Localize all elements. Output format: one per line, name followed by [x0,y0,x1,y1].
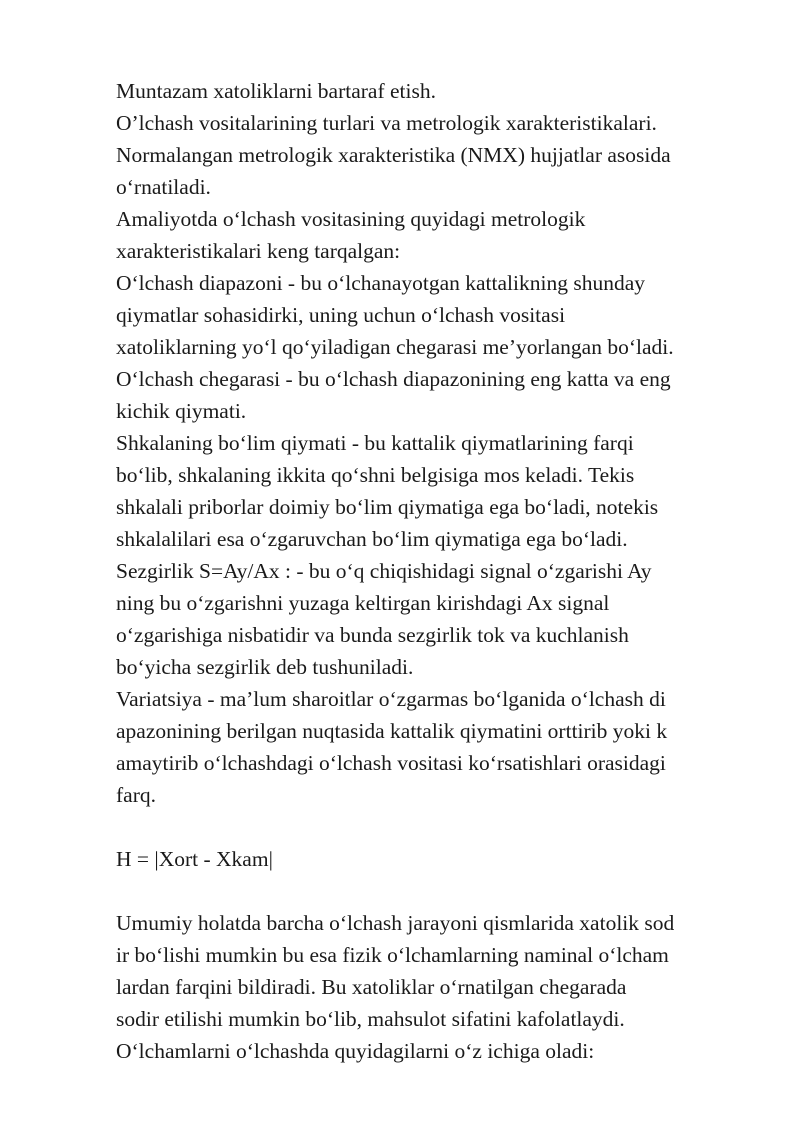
text-line: Variatsiya - ma’lum sharoitlar oʻzgarmas boʻlganida oʻlchash di [116,687,666,711]
text-line: Muntazam xatoliklarni bartaraf etish. [116,79,436,103]
text-line: Umumiy holatda barcha oʻlchash jarayoni qismlarida xatolik sod [116,911,675,935]
text-line: sodir etilishi mumkin boʻlib, mahsulot sifatini kafolatlaydi. [116,1007,625,1031]
text-line: boʻlib, shkalaning ikkita qoʻshni belgisiga mos keladi. Tekis [116,463,635,487]
text-line: farq. [116,783,156,807]
text-line: Oʻlchash chegarasi - bu oʻlchash diapazonining eng katta va eng [116,367,671,391]
text-line: qiymatlar sohasidirki, uning uchun oʻlchash vositasi [116,303,566,327]
formula: H = |Xort - Xkam| [116,847,273,871]
text-line: lardan farqini bildiradi. Bu xatoliklar oʻrnatilgan chegarada [116,975,627,999]
text-line: Shkalaning boʻlim qiymati - bu kattalik qiymatlarining farqi [116,431,634,455]
text-line: oʻrnatiladi. [116,175,211,199]
text-line: oʻzgarishiga nisbatidir va bunda sezgirlik tok va kuchlanish [116,623,629,647]
text-line: boʻyicha sezgirlik deb tushuniladi. [116,655,414,679]
text-line: ir boʻlishi mumkin bu esa fizik oʻlchamlarning naminal oʻlcham [116,943,669,967]
text-line: Sezgirlik S=Ay/Ax : - bu oʻq chiqishidagi signal oʻzgarishi Ay [116,559,652,583]
text-line: xatoliklarning yoʻl qoʻyiladigan chegarasi me’yorlangan boʻladi. [116,335,674,359]
blank-line [116,875,756,907]
text-line: amaytirib oʻlchashdagi oʻlchash vositasi koʻrsatishlari orasidagi [116,751,666,775]
text-line: shkalali priborlar doimiy boʻlim qiymatiga ega boʻladi, notekis [116,495,659,519]
text-line: O’lchash vositalarining turlari va metrologik xarakteristikalari. [116,111,657,135]
text-line: xarakteristikalari keng tarqalgan: [116,239,401,263]
text-line: Oʻlchash diapazoni - bu oʻlchanayotgan kattalikning shunday [116,271,645,295]
text-line: apazonining berilgan nuqtasida kattalik qiymatini orttirib yoki k [116,719,668,743]
document-body [116,75,756,1067]
text-line: Oʻlchamlarni oʻlchashda quyidagilarni oʻz ichiga oladi: [116,1039,595,1063]
text-line: ning bu oʻzgarishni yuzaga keltirgan kirishdagi Ax signal [116,591,610,615]
blank-line [116,811,756,843]
text-line: kichik qiymati. [116,399,247,423]
text-line: Normalangan metrologik xarakteristika (NMX) hujjatlar asosida [116,143,671,167]
text-line: Amaliyotda oʻlchash vositasining quyidagi metrologik [116,207,586,231]
text-line: shkalalilari esa oʻzgaruvchan boʻlim qiymatiga ega boʻladi. [116,527,628,551]
